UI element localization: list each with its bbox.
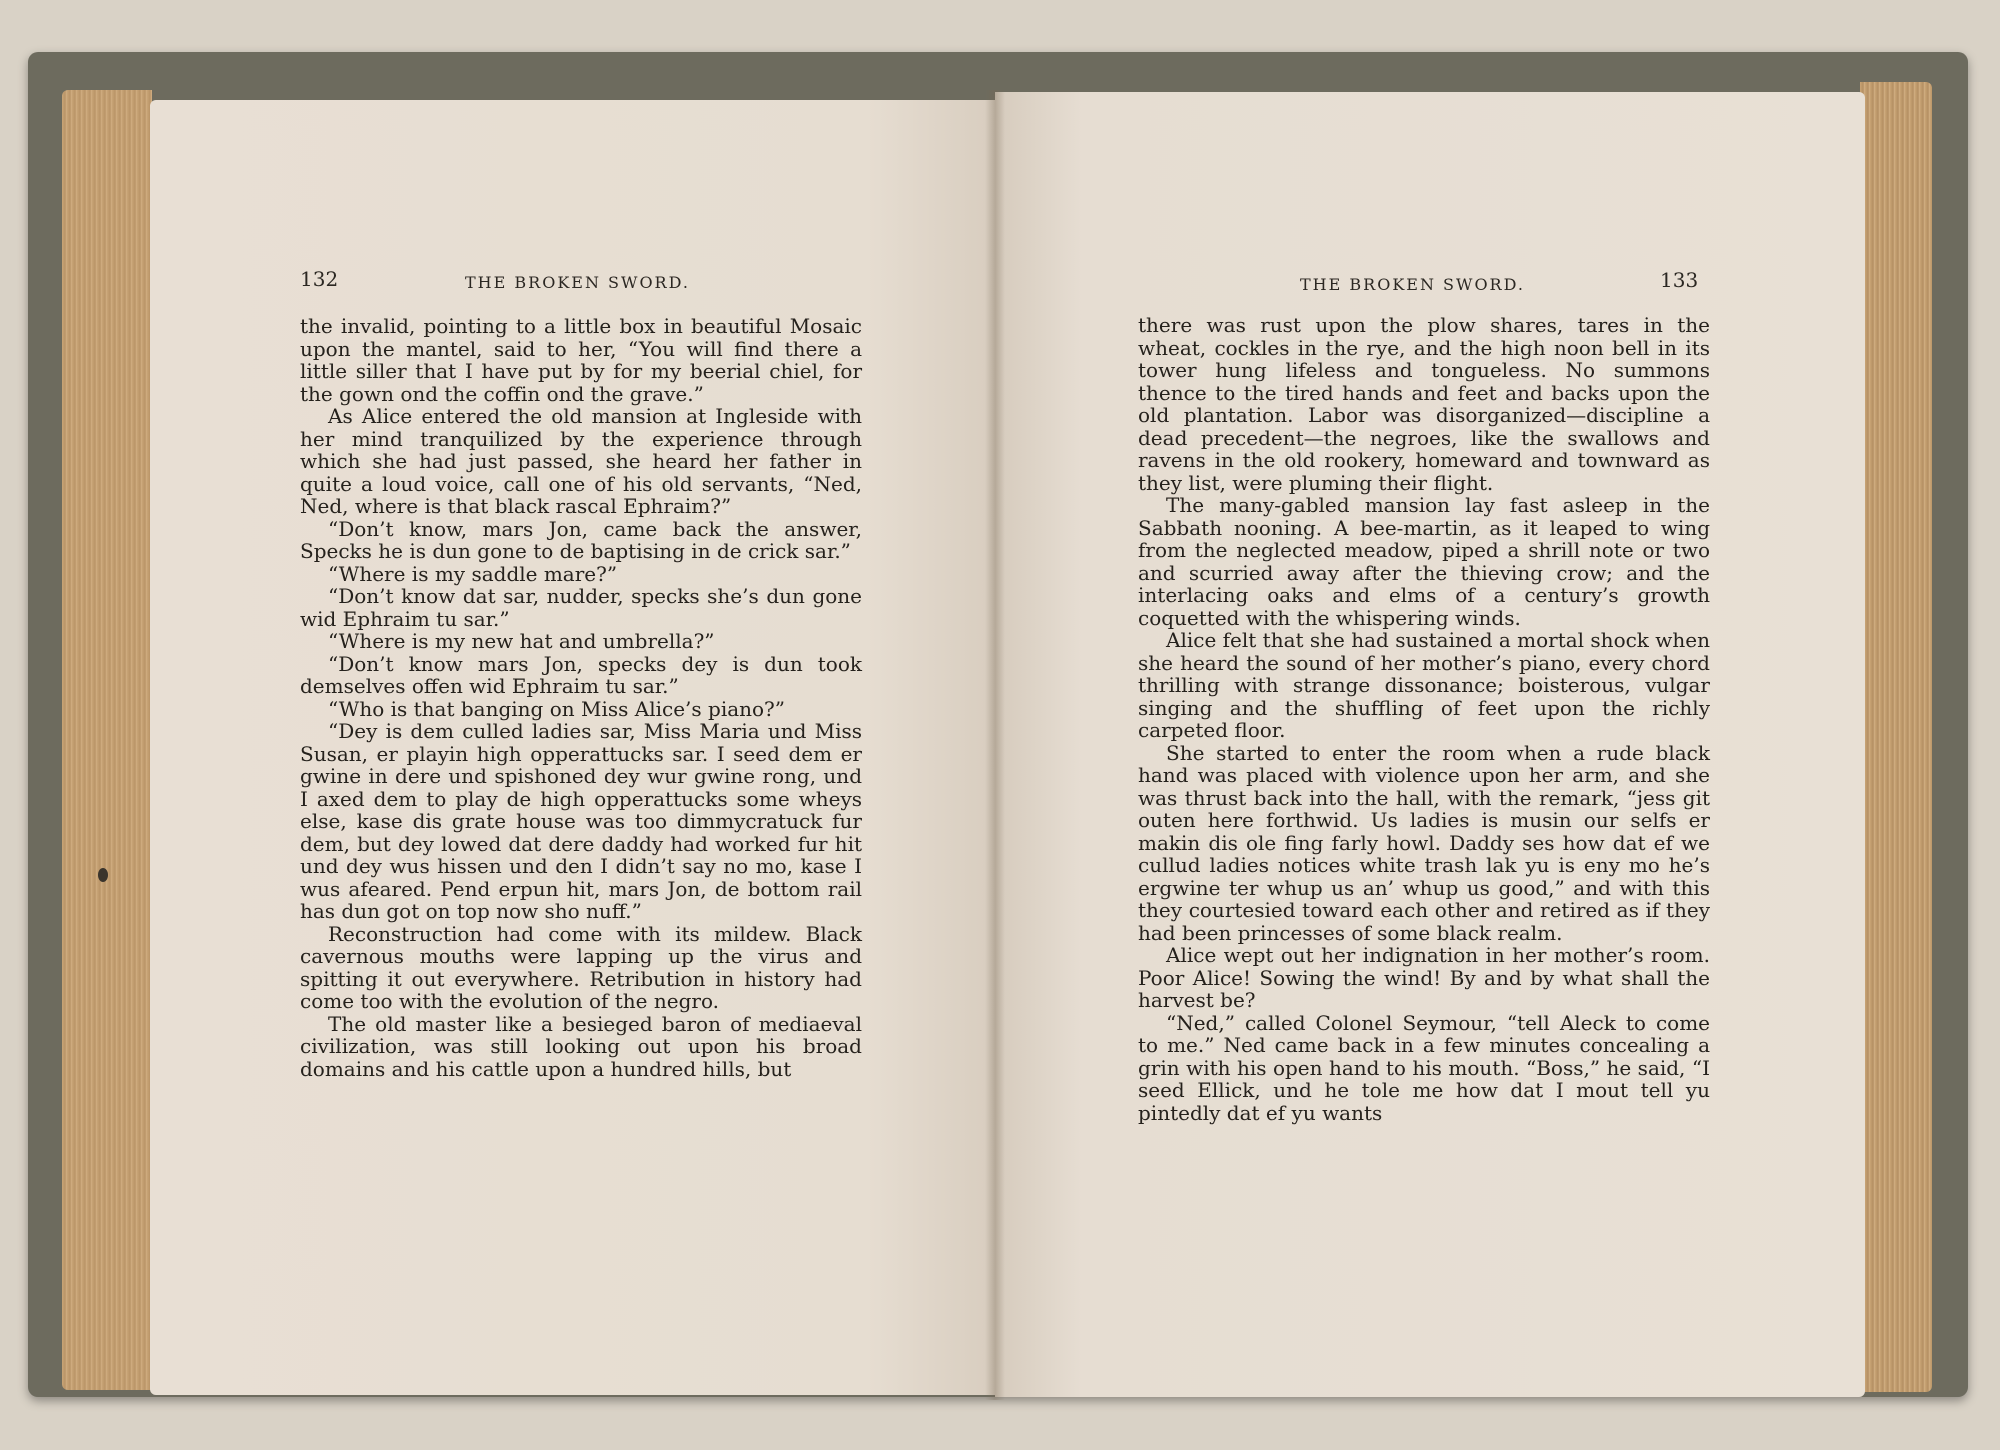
paragraph: “Ned,” called Colonel Seymour, “tell Aleck to come to me.” Ned came back in a few minutes concealing a grin with his open hand to his mouth. “Boss,” he said, “I seed Ellick, und he tole me how dat I mout tell yu pintedly dat ef yu wants [1138, 1010, 1710, 1125]
left-page [150, 100, 995, 1395]
paragraph: “Where is my new hat and umbrella?” [328, 629, 715, 653]
paragraph: Alice felt that she had sustained a mortal shock when she heard the sound of her mother’s piano, every chord thrilling with strange dissonance; boisterous, vulgar singing and the shuffling of feet upon the richly carpeted floor. [1138, 628, 1710, 742]
page-edges-left [62, 90, 152, 1390]
page-edges-right [1860, 82, 1932, 1392]
paragraph: As Alice entered the old mansion at Ingleside with her mind tranquilized by the experience through which she had just passed, she heard her father in quite a loud voice, call one of his old servants, “Ned, Ned, where is that black rascal Ephraim?” [300, 404, 862, 518]
running-header-right: THE BROKEN SWORD. [1300, 275, 1525, 294]
paragraph: The old master like a besieged baron of mediaeval civilization, was still looking out upon his broad domains and his cattle upon a hundred hills, but [300, 1011, 862, 1081]
paragraph: Alice wept out her indignation in her mother’s room. Poor Alice! Sowing the wind! By and by what shall the harvest be? [1138, 943, 1710, 1012]
paragraph: there was rust upon the plow shares, tares in the wheat, cockles in the rye, and the high noon bell in its tower hung lifeless and tongueless. No summons thence to the tired hands and feet and backs upon the old plantation. Labor was disorganized—discipline a dead precedent—the negroes, like the swallows and ravens in the old rookery, homeward and townward as they list, were pluming their flight. [1138, 313, 1710, 495]
left-page-text [300, 315, 862, 1080]
running-header-left: THE BROKEN SWORD. [465, 273, 690, 292]
right-page-text [1138, 314, 1710, 1124]
paragraph: “Don’t know dat sar, nudder, specks she’s dun gone wid Ephraim tu sar.” [300, 584, 862, 631]
ink-spot [98, 868, 108, 882]
paragraph: “Where is my saddle mare?” [328, 561, 618, 586]
paragraph: The many-gabled mansion lay fast asleep in the Sabbath nooning. A bee-martin, as it leaped to wing from the neglected meadow, piped a shrill note or two and scurried away after the thieving crow; and the interlacing oaks and elms of a century’s growth coquetted with the whispering winds. [1138, 493, 1710, 630]
page-number-left: 132 [300, 267, 339, 291]
book-gutter [985, 90, 1005, 1400]
right-page [995, 92, 1865, 1397]
paragraph: Reconstruction had come with its mildew. Black cavernous mouths were lapping up the virus and spitting it out everywhere. Retribution in history had come too with the evolution of the negro. [300, 921, 862, 1013]
paragraph: “Dey is dem culled ladies sar, Miss Maria und Miss Susan, er playin high opperattucks sar. I seed dem er gwine in dere und spishoned dey wur gwine rong, und I axed dem to play de high opperattucks some wheys else, kase dis grate house was too dimmycratuck fur dem, but dey lowed dat dere daddy had worked fur hit und dey wus hissen und den I didn’t say no mo, kase I wus afeared. Pend erpun hit, mars Jon, de bottom rail has dun got on top now sho nuff.” [300, 719, 862, 923]
paragraph: “Don’t know, mars Jon, came back the answer, Specks he is dun gone to de baptising in de crick sar.” [300, 516, 862, 563]
paragraph: the invalid, pointing to a little box in beautiful Mosaic upon the mantel, said to her, “You will find there a little siller that I have put by for my beerial chiel, for the gown ond the coffin ond the grave.” [300, 314, 862, 406]
page-number-right: 133 [1660, 268, 1699, 292]
paragraph: “Who is that banging on Miss Alice’s piano?” [328, 696, 786, 721]
paragraph: She started to enter the room when a rude black hand was placed with violence upon her arm, and she was thrust back into the hall, with the remark, “jess git outen here forthwid. Us ladies is musin our selfs er makin dis ole fing farly howl. Daddy ses how dat ef we cullud ladies notices white trash lak yu is eny mo he’s ergwine ter whup us an’ whup us good,” and with this they courtesied toward each other and retired as if they had been princesses of some black realm. [1138, 740, 1710, 945]
paragraph: “Don’t know mars Jon, specks dey is dun took demselves offen wid Ephraim tu sar.” [300, 651, 862, 698]
